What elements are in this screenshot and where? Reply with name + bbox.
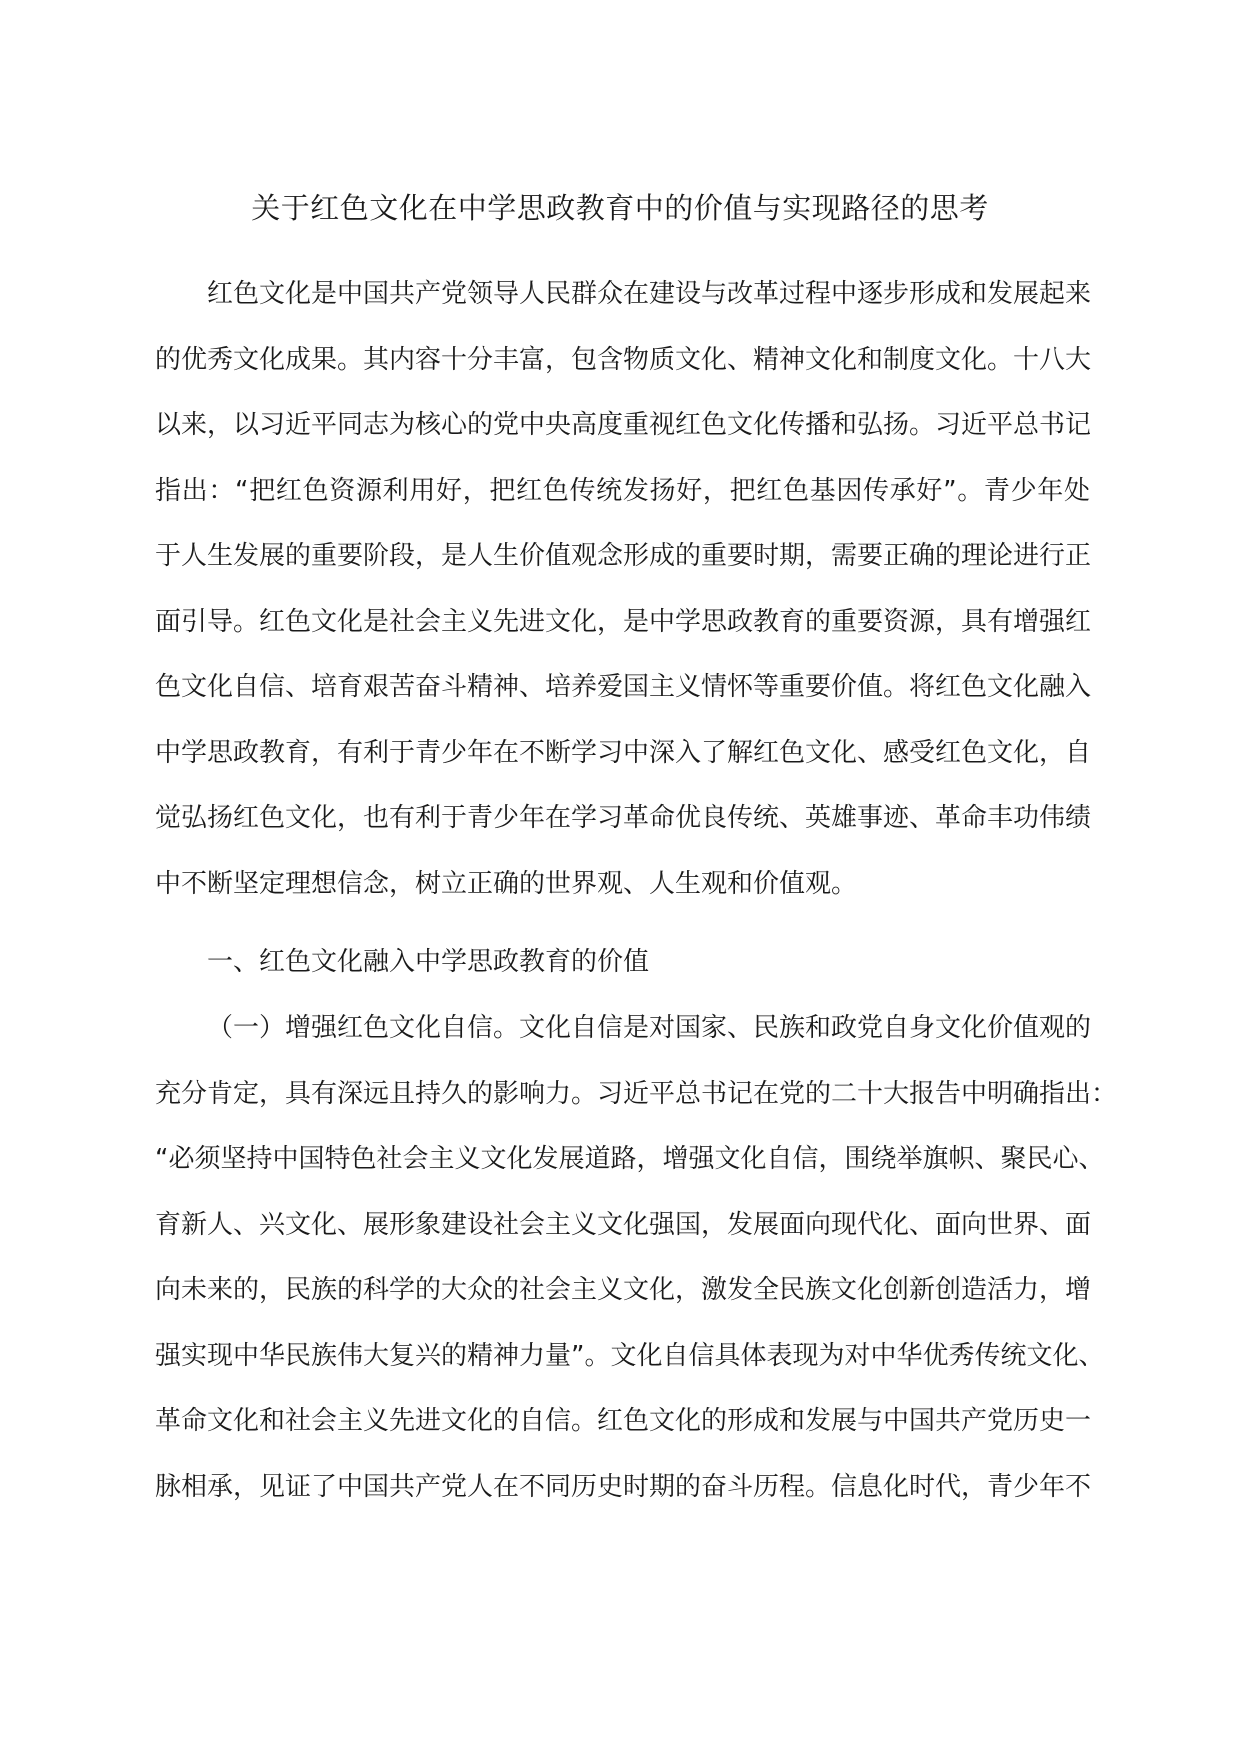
paragraph-line: 觉弘扬红色文化，也有利于青少年在学习革命优良传统、英雄事迹、革命丰功伟绩 — [155, 803, 1092, 833]
paragraph-line: 红色文化是中国共产党领导人民群众在建设与改革过程中逐步形成和发展起来 — [207, 279, 1092, 309]
paragraph-line: 向未来的，民族的科学的大众的社会主义文化，激发全民族文化创新创造活力，增 — [155, 1275, 1092, 1305]
paragraph-line: 色文化自信、培育艰苦奋斗精神、培养爱国主义情怀等重要价值。将红色文化融入 — [155, 672, 1092, 702]
document-title: 关于红色文化在中学思政教育中的价值与实现路径的思考 — [251, 191, 989, 225]
paragraph-line: 革命文化和社会主义先进文化的自信。红色文化的形成和发展与中国共产党历史一 — [155, 1406, 1092, 1436]
paragraph-line: 以来，以习近平同志为核心的党中央高度重视红色文化传播和弘扬。习近平总书记 — [155, 410, 1092, 440]
section-heading — [155, 930, 1090, 996]
paragraph-line: 脉相承，见证了中国共产党人在不同历史时期的奋斗历程。信息化时代，青少年不 — [155, 1471, 1092, 1502]
paragraph-cultural-confidence — [155, 996, 1118, 1520]
paragraph-line: 指出：“把红色资源利用好，把红色传统发扬好，把红色基因传承好”。青少年处 — [155, 475, 1090, 506]
paragraph-line: 强实现中华民族伟大复兴的精神力量”。文化自信具体表现为对中华优秀传统文化、 — [155, 1340, 1105, 1371]
paragraph-line: 面引导。红色文化是社会主义先进文化，是中学思政教育的重要资源，具有增强红 — [155, 606, 1092, 637]
paragraph-line: （一）增强红色文化自信。文化自信是对国家、民族和政党自身文化价值观的 — [207, 1013, 1092, 1043]
paragraph-line: 中不断坚定理想信念，树立正确的世界观、人生观和价值观。 — [155, 868, 858, 899]
section-heading-text: 一、红色文化融入中学思政教育的价值 — [207, 947, 650, 977]
paragraph-line: 育新人、兴文化、展形象建设社会主义文化强国，发展面向现代化、面向世界、面 — [155, 1209, 1092, 1240]
paragraph-line: 的优秀文化成果。其内容十分丰富，包含物质文化、精神文化和制度文化。十八大 — [155, 344, 1092, 375]
paragraph-line: 充分肯定，具有深远且持久的影响力。习近平总书记在党的二十大报告中明确指出： — [155, 1078, 1118, 1109]
paragraph-intro — [155, 262, 1090, 917]
paragraph-line: “必须坚持中国特色社会主义文化发展道路，增强文化自信，围绕举旗帜、聚民心、 — [155, 1144, 1105, 1174]
paragraph-line: 于人生发展的重要阶段，是人生价值观念形成的重要时期，需要正确的理论进行正 — [155, 541, 1092, 571]
paragraph-line: 中学思政教育，有利于青少年在不断学习中深入了解红色文化、感受红色文化，自 — [155, 737, 1092, 768]
